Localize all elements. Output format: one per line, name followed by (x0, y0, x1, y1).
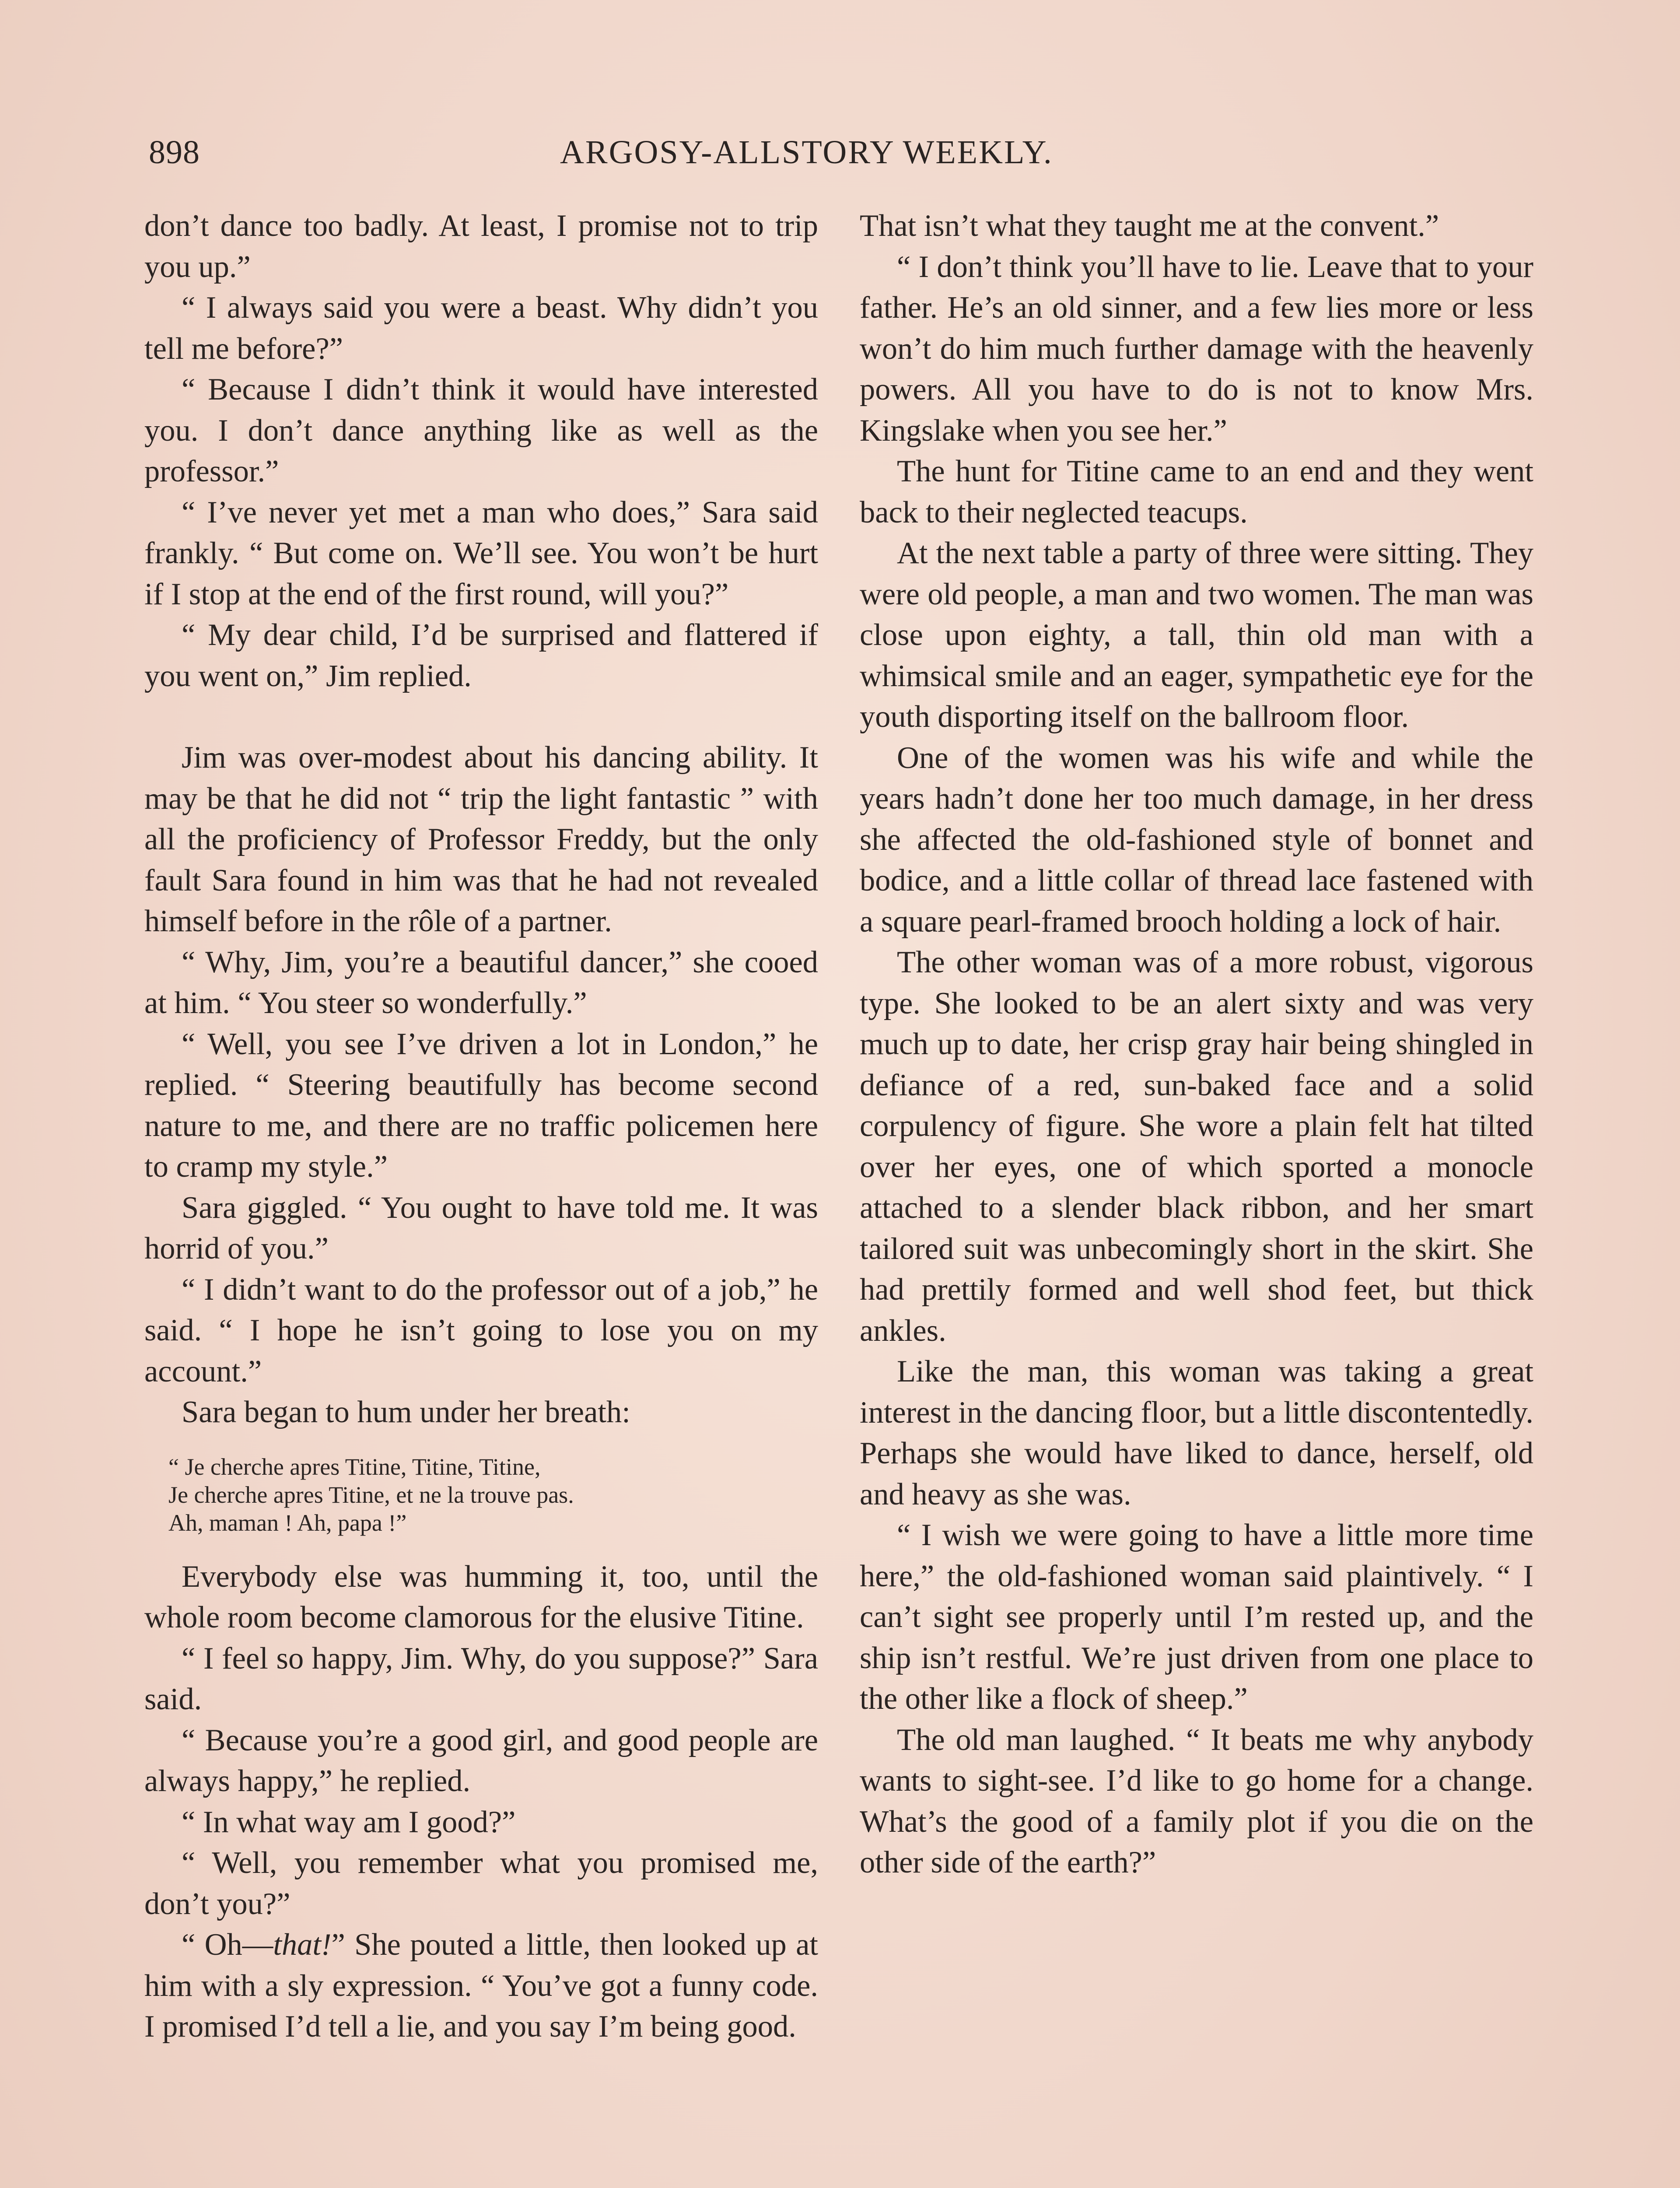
verse-spacer (144, 1537, 818, 1557)
paragraph: don’t dance too badly. At least, I promise not to trip you up.” (144, 209, 818, 284)
paragraph: “ I’ve never yet met a man who does,” Sara said frankly. “ But come on. We’ll see. You won’t be hurt if I stop at the end of the first round, will you?” (144, 495, 818, 611)
running-head: ARGOSY-ALLSTORY WEEKLY. (560, 134, 1053, 171)
paragraph: That isn’t what they taught me at the convent.” (860, 209, 1439, 243)
paragraph: Like the man, this woman was taking a great interest in the dancing floor, but a little discontentedly. Perhaps she would have liked to dance, herself, old and heavy as she was. (860, 1354, 1533, 1511)
section-break (144, 697, 818, 737)
paragraph: “ Why, Jim, you’re a beautiful dancer,” she cooed at him. “ You steer so wonderfully.” (144, 945, 818, 1020)
paragraph: The hunt for Titine came to an end and they went back to their neglected teacups. (860, 454, 1533, 529)
paragraph: “ Because you’re a good girl, and good people are always happy,” he replied. (144, 1723, 818, 1798)
paragraph: “ I always said you were a beast. Why didn’t you tell me before?” (144, 291, 818, 366)
paragraph: “ Well, you see I’ve driven a lot in London,” he replied. “ Steering beautifully has become second nature to me, and there are no traffic policemen here to cramp my style.” (144, 1027, 818, 1184)
paragraph: “ I didn’t want to do the professor out of a job,” he said. “ I hope he isn’t going to lose you on my account.” (144, 1272, 818, 1389)
paragraph: “ My dear child, I’d be surprised and flattered if you went on,” Jim replied. (144, 618, 818, 693)
page-number: 898 (149, 134, 200, 171)
paragraph: The other woman was of a more robust, vigorous type. She looked to be an alert sixty and was very much up to date, her crisp gray hair being shingled in defiance of a red, sun-baked face and a solid corpulency of figure. She wore a plain felt hat tilted over her eyes, one of which sported a monocle attached to a slender black ribbon, and her smart tailored suit was unbecomingly short in the skirt. She had prettily formed and well shod feet, but thick ankles. (860, 945, 1533, 1348)
paragraph: One of the women was his wife and while the years hadn’t done her too much damage, in her dress she affected the old-fashioned style of bonnet and bodice, and a little collar of thread lace fastened with a square pearl-framed brooch holding a lock of hair. (860, 740, 1533, 939)
paragraph: Everybody else was humming it, too, until the whole room become clamorous for the elusive Titine. (144, 1559, 818, 1634)
paragraph: Jim was over-modest about his dancing ability. It may be that he did not “ trip the light fantastic ” with all the proficiency of Professor Freddy, but the only fault Sara found in him was that he had not revealed himself before in the rôle of a partner. (144, 740, 818, 938)
verse-line: “ Je cherche apres Titine, Titine, Titine, (168, 1453, 541, 1480)
paragraph: The old man laughed. “ It beats me why anybody wants to sight-see. I’d like to go home for a change. What’s the good of a family plot if you die on the other side of the earth?” (860, 1722, 1533, 1879)
verse-line: Ah, maman ! Ah, papa !” (168, 1509, 407, 1536)
song-verse (168, 1453, 818, 1537)
verse-line: Je cherche apres Titine, et ne la trouve pas. (168, 1481, 574, 1508)
paragraph: “ I don’t think you’ll have to lie. Leave that to your father. He’s an old sinner, and a few lies more or less won’t do him much further damage with the heavenly powers. All you have to do is not to know Mrs. Kingslake when you see her.” (860, 249, 1533, 448)
left-column (144, 206, 818, 2048)
paragraph: “ I wish we were going to have a little more time here,” the old-fashioned woman said plaintively. “ I can’t sight see properly until I’m rested up, and the ship isn’t restful. We’re just driven from one place to the other like a flock of sheep.” (860, 1518, 1533, 1716)
text-run: “ Oh— (182, 1928, 273, 1962)
paragraph (144, 1925, 818, 2048)
paragraph: Sara giggled. “ You ought to have told me. It was horrid of you.” (144, 1190, 818, 1266)
paragraph: Sara began to hum under her breath: (182, 1395, 630, 1429)
right-column (860, 206, 1533, 1883)
italic-text: that! (273, 1928, 332, 1962)
text-run: ” She pouted a little, then looked up at him with a sly expression. “ You’ve got a funny code. I promised I’d tell a lie, and you say I’m being good. (144, 1928, 818, 2044)
verse-spacer (144, 1433, 818, 1453)
paragraph: At the next table a party of three were sitting. They were old people, a man and two women. The man was close upon eighty, a tall, thin old man with a whimsical smile and an eager, sympathetic eye for the youth disporting itself on the ballroom floor. (860, 536, 1533, 734)
paragraph: “ Because I didn’t think it would have interested you. I don’t dance anything like as well as the professor.” (144, 372, 818, 488)
paragraph: “ In what way am I good?” (182, 1805, 516, 1839)
paragraph: “ Well, you remember what you promised me, don’t you?” (144, 1846, 818, 1921)
paragraph: “ I feel so happy, Jim. Why, do you suppose?” Sara said. (144, 1641, 818, 1716)
